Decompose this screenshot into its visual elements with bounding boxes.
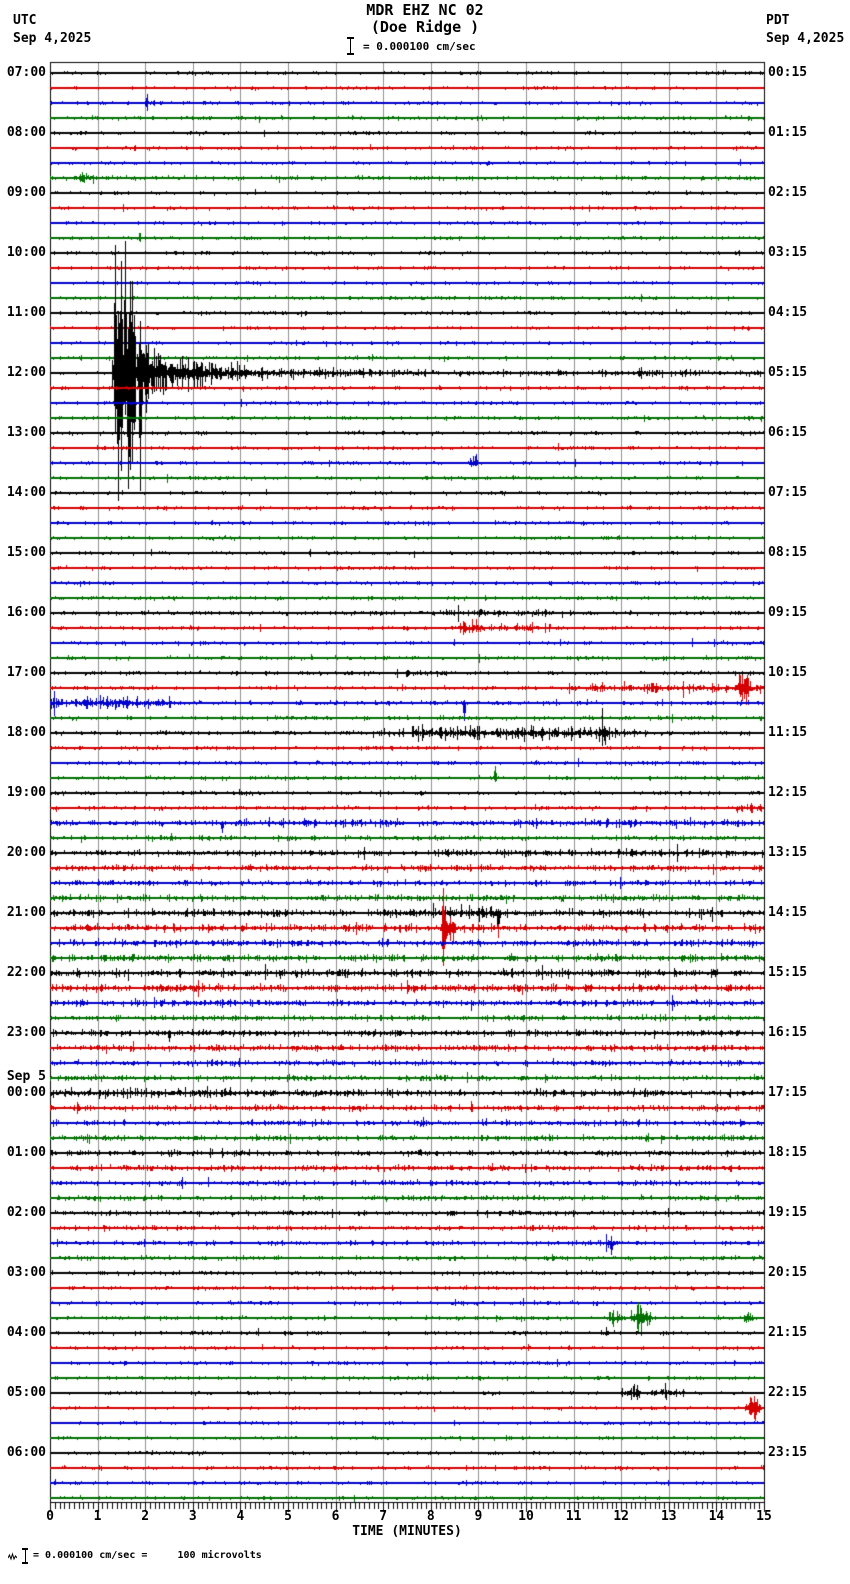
utc-hour-label: 00:00 bbox=[6, 1085, 46, 1100]
local-time-label: 11:15 bbox=[768, 725, 808, 740]
local-time-label: 21:15 bbox=[768, 1325, 808, 1340]
utc-hour-label: 03:00 bbox=[6, 1265, 46, 1280]
axis-tick-label: 5 bbox=[284, 1509, 292, 1524]
utc-hour-label: 20:00 bbox=[6, 845, 46, 860]
x-axis-title: TIME (MINUTES) bbox=[352, 1524, 462, 1539]
local-time-label: 05:15 bbox=[768, 365, 808, 380]
local-time-label: 03:15 bbox=[768, 245, 808, 260]
axis-tick-label: 0 bbox=[46, 1509, 54, 1524]
axis-tick-label: 13 bbox=[660, 1509, 677, 1524]
utc-hour-label: 10:00 bbox=[6, 245, 46, 260]
axis-tick-label: 3 bbox=[188, 1509, 197, 1524]
utc-hour-label: 19:00 bbox=[6, 785, 46, 800]
utc-hour-label: 05:00 bbox=[6, 1385, 46, 1400]
axis-tick-label: 1 bbox=[93, 1509, 102, 1524]
local-time-label: 23:15 bbox=[768, 1445, 808, 1460]
utc-hour-label: 14:00 bbox=[6, 485, 46, 500]
local-time-label: 02:15 bbox=[768, 185, 808, 200]
axis-tick-label: 14 bbox=[708, 1509, 725, 1524]
local-time-label: 13:15 bbox=[768, 845, 808, 860]
utc-hour-label: 02:00 bbox=[6, 1205, 46, 1220]
axis-tick-label: 2 bbox=[141, 1509, 150, 1524]
footer-note-text: = 0.000100 cm/sec = 100 microvolts bbox=[33, 1550, 262, 1561]
utc-hour-label: 06:00 bbox=[6, 1445, 46, 1460]
local-time-label: 09:15 bbox=[768, 605, 808, 620]
utc-hour-label: 18:00 bbox=[6, 725, 46, 740]
date-rollover-label: Sep 5 bbox=[6, 1069, 46, 1084]
local-time-label: 18:15 bbox=[768, 1145, 808, 1160]
local-time-label: 14:15 bbox=[768, 905, 808, 920]
local-time-label: 01:15 bbox=[768, 125, 808, 140]
local-time-label: 04:15 bbox=[768, 305, 808, 320]
utc-hour-label: 07:00 bbox=[6, 65, 46, 80]
footer-scale-note bbox=[8, 1548, 262, 1564]
local-time-label: 12:15 bbox=[768, 785, 808, 800]
axis-tick-label: 12 bbox=[613, 1509, 630, 1524]
utc-hour-label: 11:00 bbox=[6, 305, 46, 320]
micro-waveform-icon bbox=[8, 1551, 17, 1561]
local-time-label: 22:15 bbox=[768, 1385, 808, 1400]
axis-tick-label: 7 bbox=[379, 1509, 388, 1524]
local-time-label: 07:15 bbox=[768, 485, 808, 500]
left-timezone-label: UTC bbox=[13, 13, 37, 28]
utc-hour-label: 23:00 bbox=[6, 1025, 46, 1040]
station-subtitle: (Doe Ridge ) bbox=[370, 18, 480, 36]
scale-label: = 0.000100 cm/sec bbox=[363, 39, 476, 53]
utc-hour-label: 15:00 bbox=[6, 545, 46, 560]
local-time-label: 17:15 bbox=[768, 1085, 808, 1100]
local-time-label: 16:15 bbox=[768, 1025, 808, 1040]
local-time-label: 06:15 bbox=[768, 425, 808, 440]
utc-hour-label: 21:00 bbox=[6, 905, 46, 920]
right-date-label: Sep 4,2025 bbox=[766, 31, 845, 46]
local-time-label: 19:15 bbox=[768, 1205, 808, 1220]
axis-tick-label: 6 bbox=[331, 1509, 340, 1524]
utc-hour-label: 13:00 bbox=[6, 425, 46, 440]
local-time-label: 10:15 bbox=[768, 665, 808, 680]
utc-hour-label: 09:00 bbox=[6, 185, 46, 200]
local-time-label: 08:15 bbox=[768, 545, 808, 560]
utc-hour-label: 01:00 bbox=[6, 1145, 46, 1160]
left-date-label: Sep 4,2025 bbox=[13, 31, 92, 46]
axis-tick-label: 15 bbox=[756, 1509, 772, 1524]
utc-hour-label: 12:00 bbox=[6, 365, 46, 380]
local-time-label: 00:15 bbox=[768, 65, 808, 80]
utc-hour-label: 17:00 bbox=[6, 665, 46, 680]
right-timezone-label: PDT bbox=[766, 13, 790, 28]
station-title: MDR EHZ NC 02 bbox=[366, 1, 484, 19]
local-time-label: 20:15 bbox=[768, 1265, 808, 1280]
axis-tick-label: 11 bbox=[565, 1509, 582, 1524]
utc-hour-label: 16:00 bbox=[6, 605, 46, 620]
local-time-label: 15:15 bbox=[768, 965, 808, 980]
utc-hour-label: 22:00 bbox=[6, 965, 46, 980]
axis-tick-label: 10 bbox=[518, 1509, 534, 1524]
axis-tick-label: 8 bbox=[426, 1509, 435, 1524]
utc-hour-label: 04:00 bbox=[6, 1325, 46, 1340]
axis-tick-label: 9 bbox=[474, 1509, 483, 1524]
amplitude-scale-bar-icon bbox=[22, 1548, 28, 1564]
utc-hour-label: 08:00 bbox=[6, 125, 46, 140]
axis-tick-label: 4 bbox=[236, 1509, 245, 1524]
